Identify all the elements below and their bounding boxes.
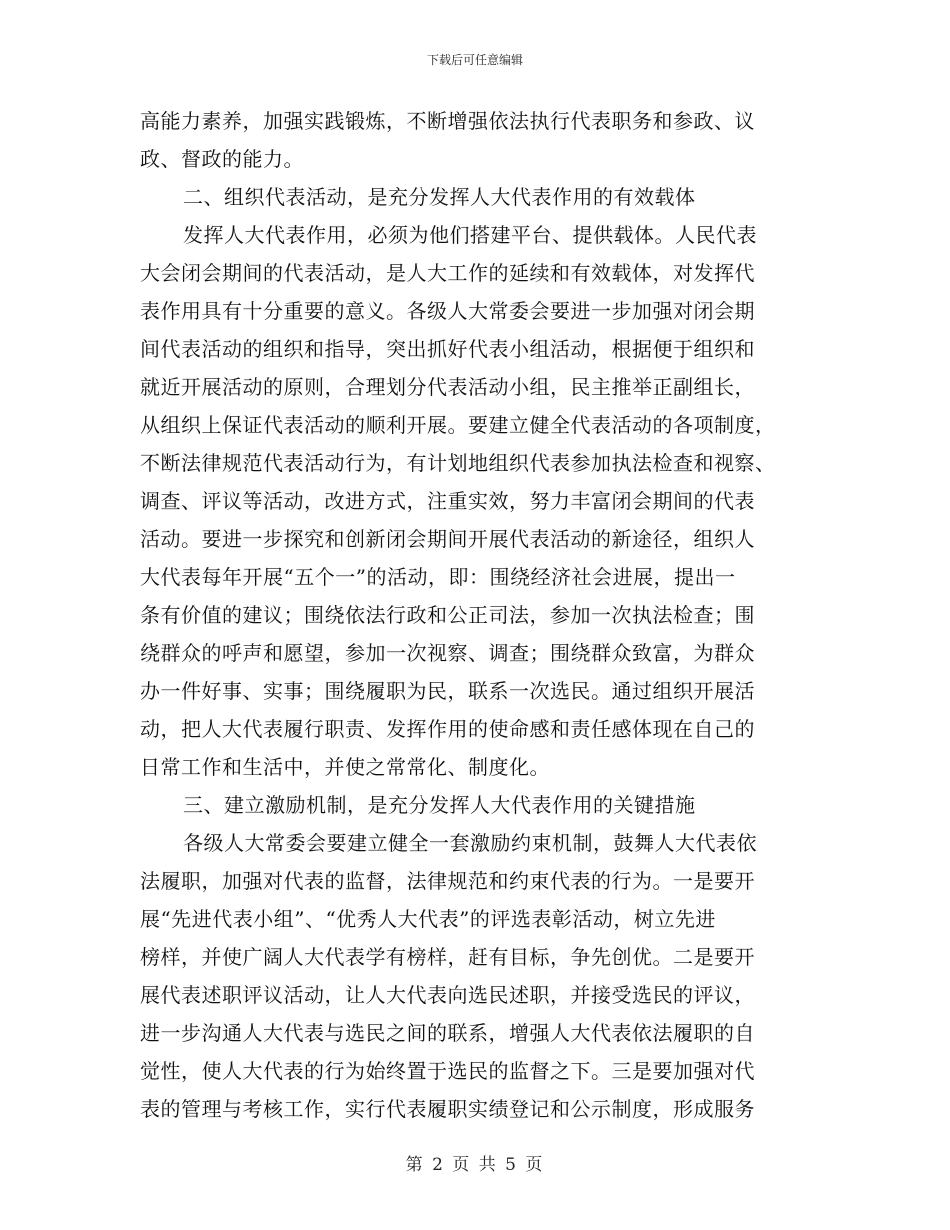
body-line: 展代表述职评议活动，让人大代表向选民述职，并接受选民的评议， bbox=[140, 983, 755, 1007]
body-line: 表作用具有十分重要的意义。各级人大常委会要进一步加强对闭会期 bbox=[140, 299, 755, 323]
body-line: 从组织上保证代表活动的顺利开展。要建立健全代表活动的各项制度， bbox=[140, 413, 776, 437]
body-line: 大会闭会期间的代表活动，是人大工作的延续和有效载体，对发挥代 bbox=[140, 261, 755, 285]
page-header: 下载后可任意编辑 bbox=[426, 53, 523, 67]
body-line: 表的管理与考核工作，实行代表履职实绩登记和公示制度，形成服务 bbox=[140, 1097, 755, 1121]
body-line: 政、督政的能力。 bbox=[140, 147, 304, 171]
body-line: 办一件好事、实事；围绕履职为民，联系一次选民。通过组织开展活 bbox=[140, 679, 755, 703]
body-line: 动，把人大代表履行职责、发挥作用的使命感和责任感体现在自己的 bbox=[140, 717, 755, 741]
body-line: 调查、评议等活动，改进方式，注重实效，努力丰富闭会期间的代表 bbox=[140, 489, 755, 513]
body-line: 活动。要进一步探究和创新闭会期间开展代表活动的新途径，组织人 bbox=[140, 527, 755, 551]
body-line: 大代表每年开展“五个一”的活动，即：围绕经济社会进展，提出一 bbox=[140, 565, 736, 589]
body-line: 榜样，并使广阔人大代表学有榜样，赶有目标，争先创优。二是要开 bbox=[140, 945, 755, 969]
body-line: 高能力素养，加强实践锻炼，不断增强依法执行代表职务和参政、议 bbox=[140, 109, 755, 133]
section-heading: 三、建立激励机制，是充分发挥人大代表作用的关键措施 bbox=[183, 793, 696, 817]
body-line: 展“先进代表小组”、“优秀人大代表”的评选表彰活动，树立先进 bbox=[140, 907, 716, 931]
body-line: 进一步沟通人大代表与选民之间的联系，增强人大代表依法履职的自 bbox=[140, 1021, 755, 1045]
document-body bbox=[140, 102, 830, 1128]
paragraph-first-line: 各级人大常委会要建立健全一套激励约束机制，鼓舞人大代表依 bbox=[183, 831, 757, 855]
body-line: 条有价值的建议；围绕依法行政和公正司法，参加一次执法检查；围 bbox=[140, 603, 755, 627]
body-line: 日常工作和生活中，并使之常常化、制度化。 bbox=[140, 755, 550, 779]
body-line: 绕群众的呼声和愿望，参加一次视察、调查；围绕群众致富，为群众 bbox=[140, 641, 755, 665]
page-number-footer: 第 2 页 共 5 页 bbox=[405, 1155, 545, 1175]
body-line: 觉性，使人大代表的行为始终置于选民的监督之下。三是要加强对代 bbox=[140, 1059, 755, 1083]
body-line: 就近开展活动的原则，合理划分代表活动小组，民主推举正副组长， bbox=[140, 375, 755, 399]
body-line: 间代表活动的组织和指导，突出抓好代表小组活动，根据便于组织和 bbox=[140, 337, 755, 361]
paragraph-first-line: 发挥人大代表作用，必须为他们搭建平台、提供载体。人民代表 bbox=[183, 223, 757, 247]
body-line: 法履职，加强对代表的监督，法律规范和约束代表的行为。一是要开 bbox=[140, 869, 755, 893]
body-line: 不断法律规范代表活动行为，有计划地组织代表参加执法检查和视察、 bbox=[140, 451, 776, 475]
section-heading: 二、组织代表活动，是充分发挥人大代表作用的有效载体 bbox=[183, 185, 696, 209]
